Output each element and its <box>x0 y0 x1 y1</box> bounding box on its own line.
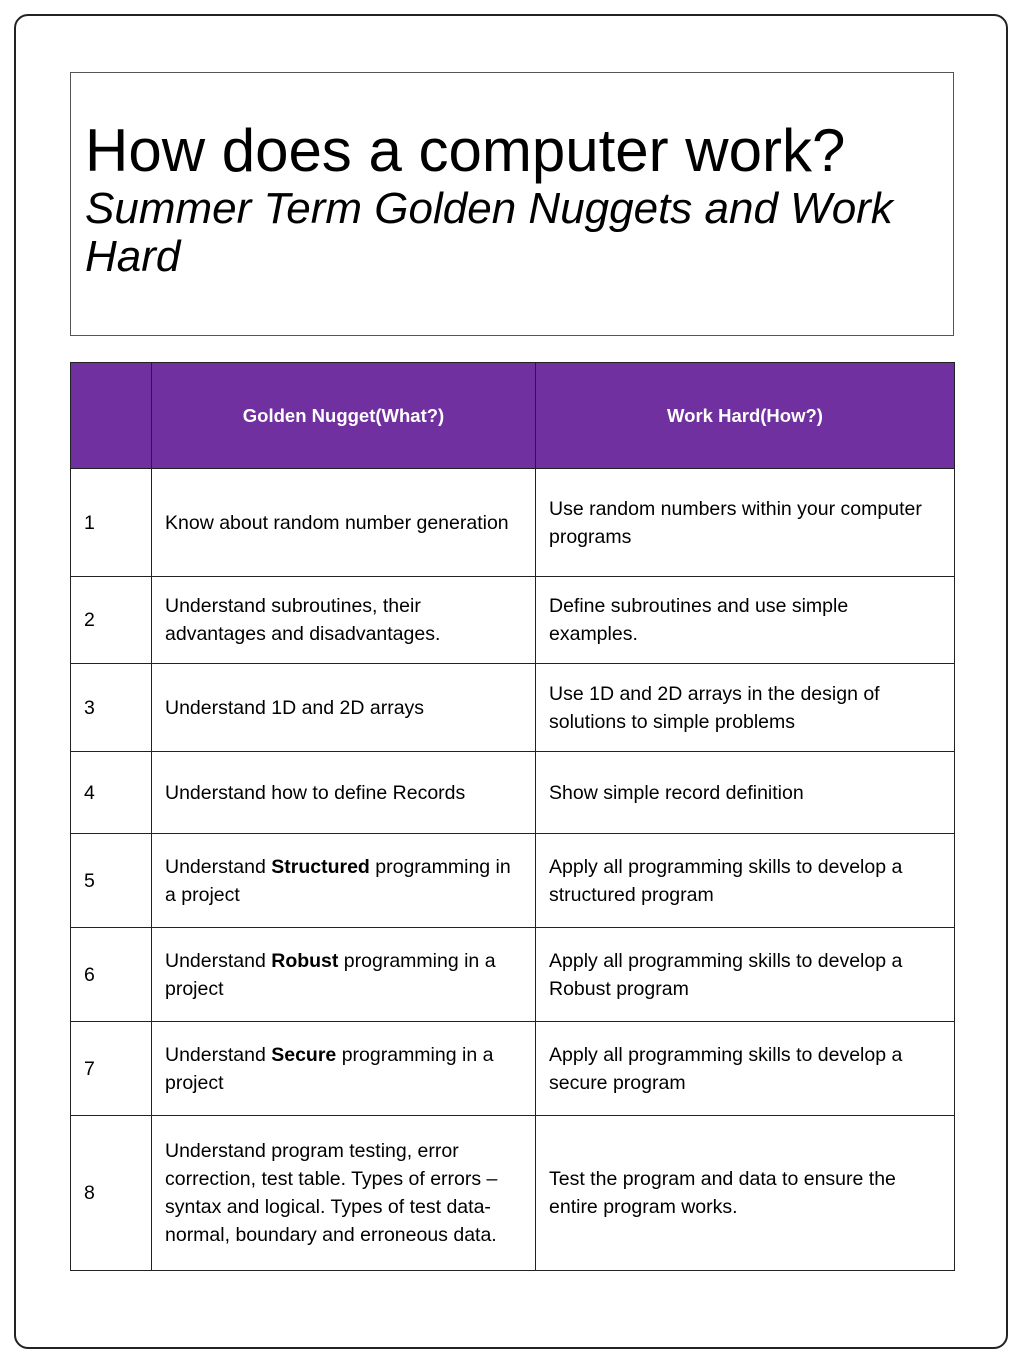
nugget-keyword: Robust <box>271 949 339 972</box>
row-number: 4 <box>71 752 152 834</box>
page-subtitle: Summer Term Golden Nuggets and Work Hard <box>85 184 893 281</box>
row-number: 7 <box>71 1022 152 1116</box>
nugget-text-pre: Understand <box>165 855 272 878</box>
row-number: 2 <box>71 577 152 664</box>
golden-nugget-cell: Understand program testing, error correction, test table. Types of errors – syntax and logical. Types of test data- normal, boundary and erroneous data. <box>152 1116 536 1271</box>
title-box <box>70 72 954 336</box>
nuggets-table <box>70 362 955 1271</box>
work-hard-cell: Apply all programming skills to develop a structured program <box>536 834 955 928</box>
golden-nugget-cell: Understand how to define Records <box>152 752 536 834</box>
table-row <box>71 577 955 664</box>
golden-nugget-cell <box>152 1022 536 1116</box>
work-hard-cell: Show simple record definition <box>536 752 955 834</box>
table-row <box>71 664 955 752</box>
work-hard-cell: Define subroutines and use simple examples. <box>536 577 955 664</box>
table-row <box>71 928 955 1022</box>
work-hard-cell: Test the program and data to ensure the entire program works. <box>536 1116 955 1271</box>
golden-nugget-cell: Know about random number generation <box>152 469 536 577</box>
golden-nugget-cell: Understand 1D and 2D arrays <box>152 664 536 752</box>
header-number <box>71 363 152 469</box>
nugget-text-pre: Understand <box>165 949 272 972</box>
work-hard-cell: Use 1D and 2D arrays in the design of solutions to simple problems <box>536 664 955 752</box>
table-row <box>71 834 955 928</box>
page-title: How does a computer work? <box>85 117 846 184</box>
row-number: 3 <box>71 664 152 752</box>
nugget-text-post: programming in a project <box>165 1043 494 1094</box>
header-golden-nugget: Golden Nugget(What?) <box>152 363 536 469</box>
table-row <box>71 469 955 577</box>
nugget-text-pre: Understand <box>165 1043 272 1066</box>
work-hard-cell: Apply all programming skills to develop a secure program <box>536 1022 955 1116</box>
table-row <box>71 752 955 834</box>
golden-nugget-cell <box>152 928 536 1022</box>
work-hard-cell: Use random numbers within your computer programs <box>536 469 955 577</box>
row-number: 8 <box>71 1116 152 1271</box>
golden-nugget-cell: Understand subroutines, their advantages and disadvantages. <box>152 577 536 664</box>
row-number: 6 <box>71 928 152 1022</box>
nugget-keyword: Structured <box>271 855 370 878</box>
nugget-text-post: programming in a project <box>165 855 511 906</box>
golden-nugget-cell <box>152 834 536 928</box>
row-number: 1 <box>71 469 152 577</box>
table-row <box>71 1116 955 1271</box>
table-row <box>71 1022 955 1116</box>
row-number: 5 <box>71 834 152 928</box>
nugget-keyword: Secure <box>271 1043 337 1066</box>
table-header-row <box>71 363 955 469</box>
header-work-hard: Work Hard(How?) <box>536 363 955 469</box>
nugget-text-post: programming in a project <box>165 949 496 1000</box>
work-hard-cell: Apply all programming skills to develop a Robust program <box>536 928 955 1022</box>
